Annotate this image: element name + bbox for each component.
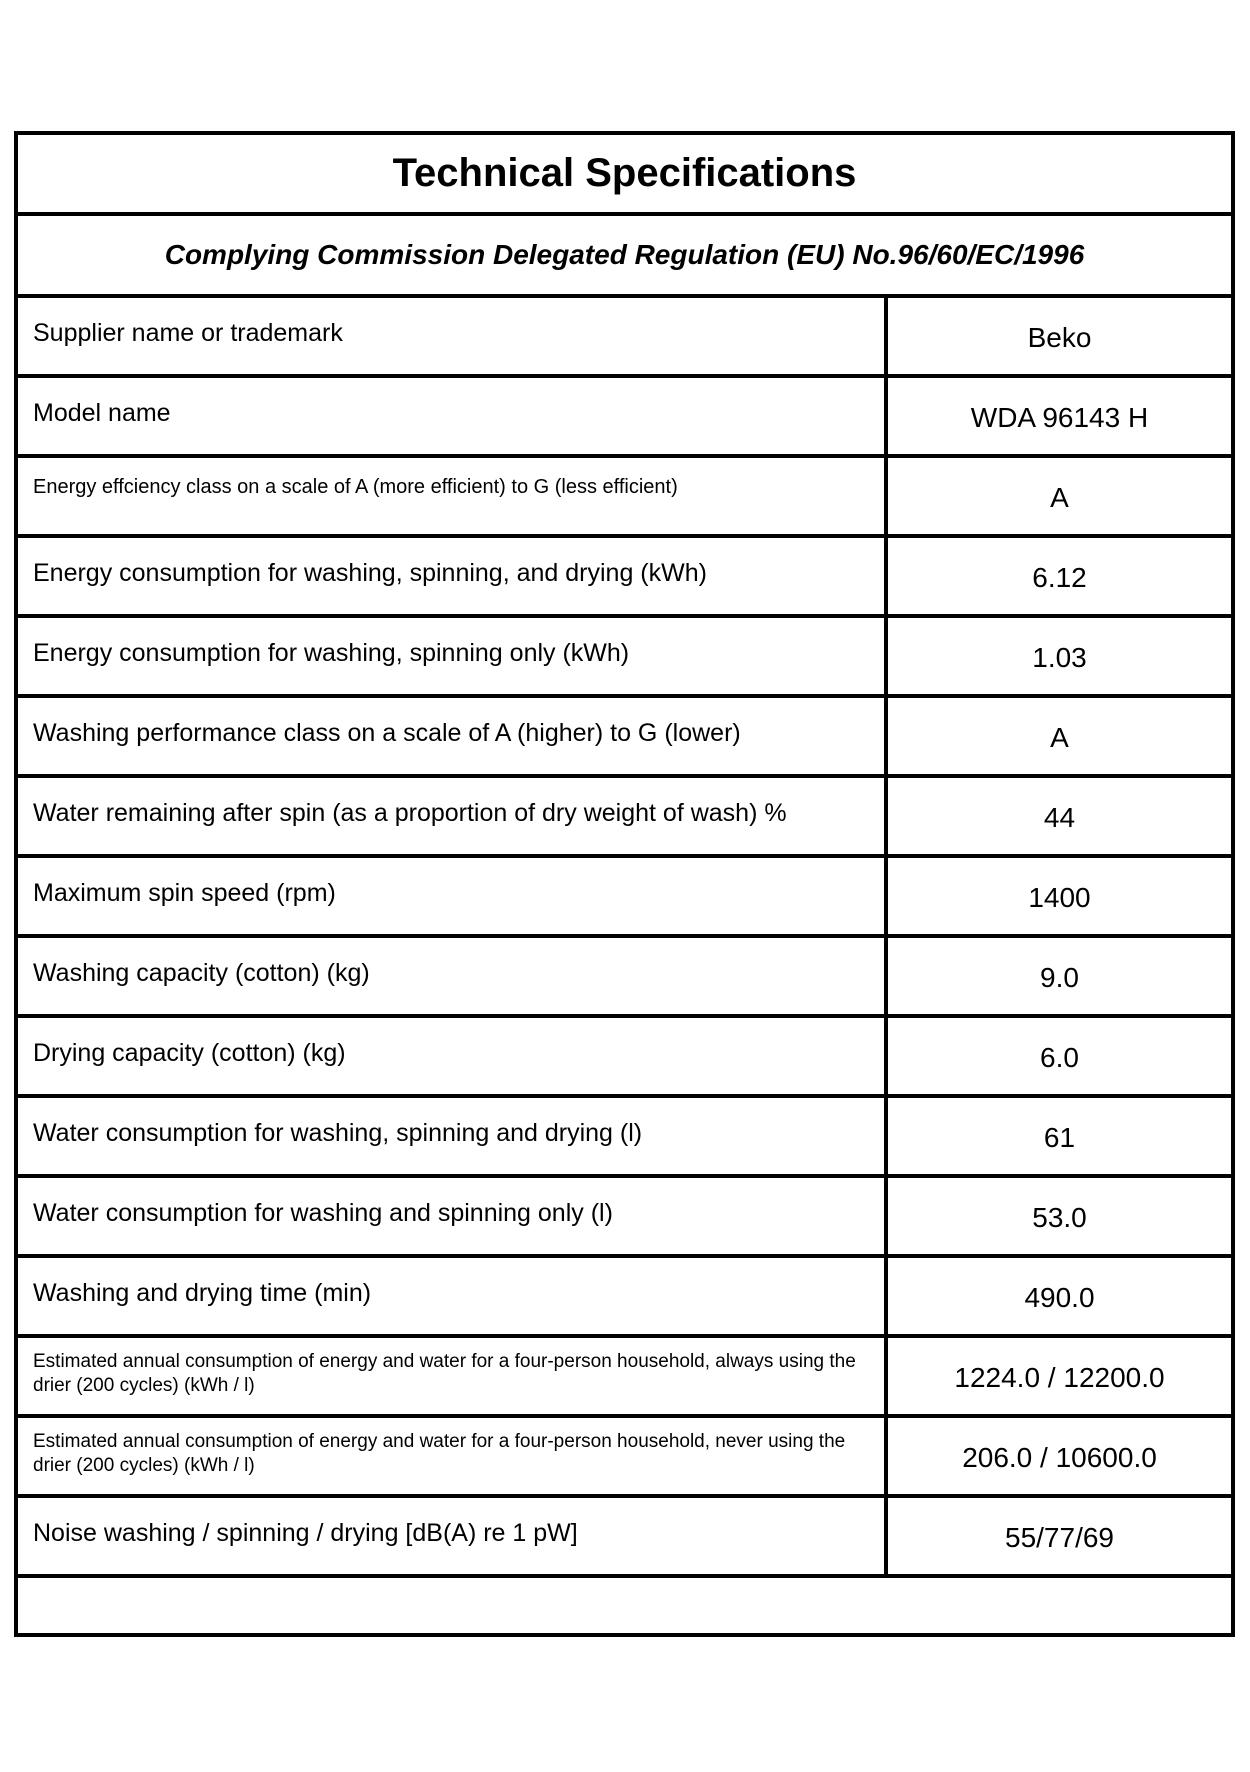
table-row (18, 538, 1231, 618)
row-label-water-remaining: Water remaining after spin (as a proportion of dry weight of wash) % (18, 778, 888, 854)
row-value-supplier: Beko (1027, 322, 1092, 353)
table-row (18, 1418, 1231, 1498)
row-label-washing-performance: Washing performance class on a scale of A (higher) to G (lower) (18, 698, 888, 774)
table-row (18, 938, 1231, 1018)
row-value-spin-speed: 1400 (1028, 882, 1091, 913)
row-value-drying-capacity: 6.0 (1040, 1042, 1079, 1073)
table-row (18, 698, 1231, 778)
row-label-spin-speed: Maximum spin speed (rpm) (18, 858, 888, 934)
row-label-annual-with-drier: Estimated annual consumption of energy and water for a four-person household, always using the drier (200 cycles) (kWh / l) (18, 1338, 888, 1414)
row-value-water-wash-spin-dry: 61 (1043, 1122, 1076, 1153)
row-value-energy-class: A (1050, 482, 1069, 513)
row-label-model: Model name (18, 378, 888, 454)
table-row (18, 778, 1231, 858)
table-row (18, 458, 1231, 538)
row-label-supplier: Supplier name or trademark (18, 298, 888, 374)
table-row (18, 1098, 1231, 1178)
spec-table (18, 298, 1231, 1578)
row-label-wash-dry-time: Washing and drying time (min) (18, 1258, 888, 1334)
row-value-annual-without-drier: 206.0 / 10600.0 (962, 1442, 1157, 1473)
table-row (18, 1338, 1231, 1418)
table-row (18, 1258, 1231, 1338)
table-row (18, 1018, 1231, 1098)
row-value-energy-wash-spin: 1.03 (1032, 642, 1087, 673)
row-value-washing-capacity: 9.0 (1040, 962, 1079, 993)
row-label-noise: Noise washing / spinning / drying [dB(A) re 1 pW] (18, 1498, 888, 1574)
row-value-water-remaining: 44 (1043, 802, 1076, 833)
table-row (18, 298, 1231, 378)
row-value-annual-with-drier: 1224.0 / 12200.0 (954, 1362, 1165, 1393)
row-label-energy-class: Energy effciency class on a scale of A (more efficient) to G (less efficient) (18, 458, 888, 534)
page-title: Technical Specifications (18, 135, 1231, 216)
row-value-noise: 55/77/69 (1005, 1522, 1114, 1553)
row-value-model: WDA 96143 H (970, 402, 1149, 433)
empty-footer-row (18, 1578, 1231, 1638)
table-row (18, 618, 1231, 698)
row-label-water-wash-spin-dry: Water consumption for washing, spinning and drying (l) (18, 1098, 888, 1174)
regulation-subtitle: Complying Commission Delegated Regulation (EU) No.96/60/EC/1996 (18, 216, 1231, 298)
table-row (18, 1498, 1231, 1578)
table-row (18, 1178, 1231, 1258)
row-value-wash-dry-time: 490.0 (1024, 1282, 1095, 1313)
row-value-water-wash-spin: 53.0 (1032, 1202, 1087, 1233)
row-label-energy-wash-spin-dry: Energy consumption for washing, spinning, and drying (kWh) (18, 538, 888, 614)
table-row (18, 378, 1231, 458)
row-label-energy-wash-spin: Energy consumption for washing, spinning only (kWh) (18, 618, 888, 694)
row-label-washing-capacity: Washing capacity (cotton) (kg) (18, 938, 888, 1014)
row-value-washing-performance: A (1050, 722, 1069, 753)
row-label-annual-without-drier: Estimated annual consumption of energy and water for a four-person household, never using the drier (200 cycles) (kWh / l) (18, 1418, 888, 1494)
row-label-water-wash-spin: Water consumption for washing and spinning only (l) (18, 1178, 888, 1254)
table-row (18, 858, 1231, 938)
specifications-sheet (14, 131, 1235, 1637)
row-value-energy-wash-spin-dry: 6.12 (1032, 562, 1087, 593)
row-label-drying-capacity: Drying capacity (cotton) (kg) (18, 1018, 888, 1094)
